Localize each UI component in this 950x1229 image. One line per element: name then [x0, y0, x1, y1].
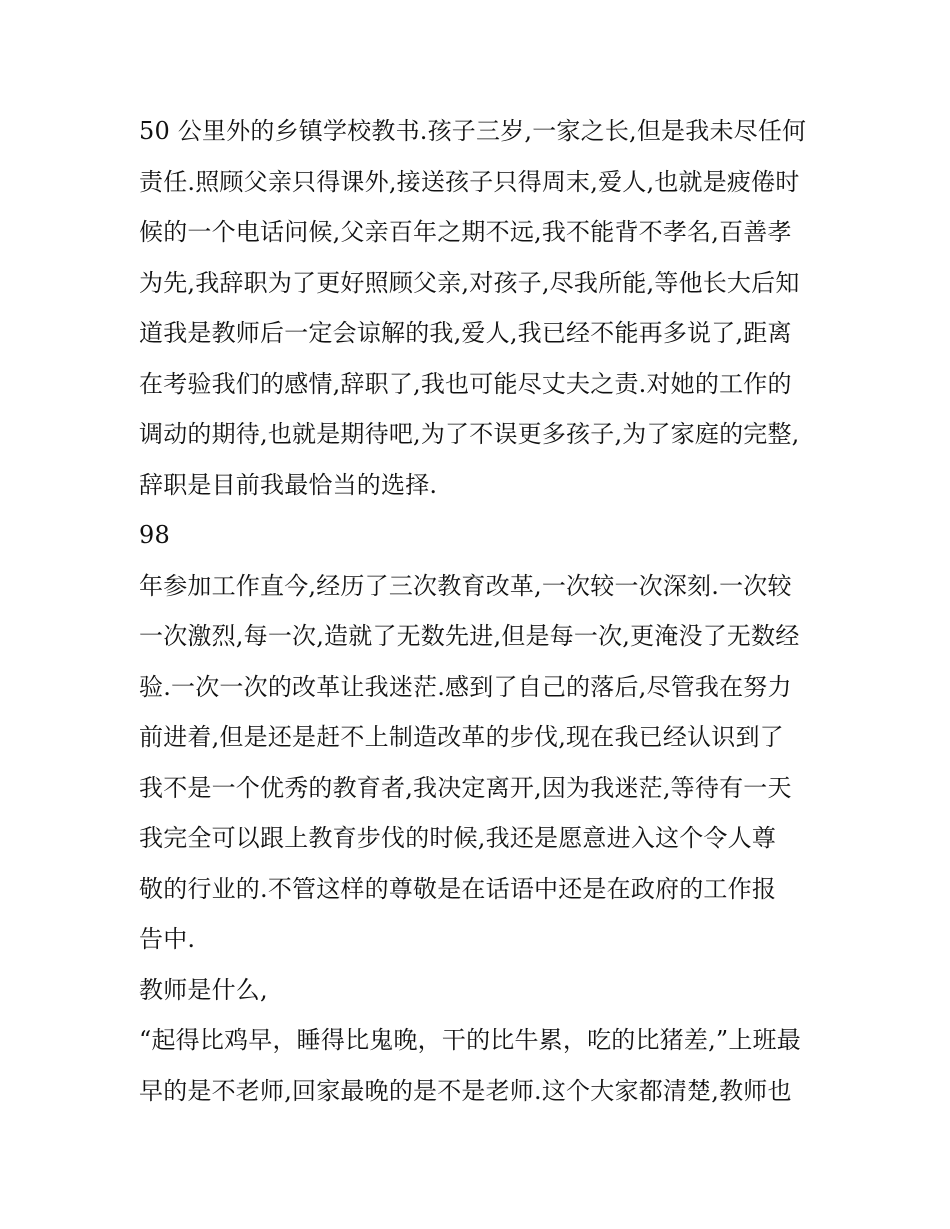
- text-line: 年参加工作直今,经历了三次教育改革,一次较一次深刻.一次较: [139, 571, 792, 600]
- text-line: 候的一个电话问候,父亲百年之期不远,我不能背不孝名,百善孝: [139, 218, 792, 246]
- text-line: 98: [139, 521, 170, 549]
- text-line: 责任.照顾父亲只得课外,接送孩子只得周末,爱人,也就是疲倦时: [139, 167, 800, 196]
- text-line: 调动的期待,也就是期待吧,为了不误更多孩子,为了家庭的完整,: [139, 420, 800, 448]
- text-line: 为先,我辞职为了更好照顾父亲,对孩子,尽我所能,等他长大后知: [139, 268, 800, 297]
- text-line: 50 公里外的乡镇学校教书.孩子三岁,一家之长,但是我未尽任何: [139, 117, 807, 145]
- text-line: 前进着,但是还是赶不上制造改革的步伐,现在我已经认识到了: [139, 723, 784, 751]
- text-line: 验.一次一次的改革让我迷茫.感到了自己的落后,尽管我在努力: [139, 672, 792, 701]
- text-line: “起得比鸡早，睡得比鬼晚，干的比牛累，吃的比猪差,”上班最: [139, 1026, 801, 1054]
- text-line: 一次激烈,每一次,造就了无数先进,但是每一次,更淹没了无数经: [139, 622, 800, 650]
- text-line: 道我是教师后一定会谅解的我,爱人,我已经不能再多说了,距离: [139, 319, 792, 347]
- text-line: 告中.: [139, 925, 196, 953]
- text-line: 敬的行业的.不管这样的尊敬是在话语中还是在政府的工作报: [139, 874, 777, 903]
- text-line: 早的是不老师,回家最晚的是不是老师.这个大家都清楚,教师也: [139, 1076, 792, 1105]
- body-text: [139, 106, 819, 1116]
- text-line: 辞职是目前我最恰当的选择.: [139, 470, 438, 499]
- text-line: 我完全可以跟上教育步伐的时候,我还是愿意进入这个令人尊: [139, 824, 777, 852]
- text-line: 我不是一个优秀的教育者,我决定离开,因为我迷茫,等待有一天: [139, 773, 792, 802]
- text-line: 教师是什么,: [139, 975, 268, 1004]
- text-line: 在考验我们的感情,辞职了,我也可能尽丈夫之责.对她的工作的: [139, 369, 792, 398]
